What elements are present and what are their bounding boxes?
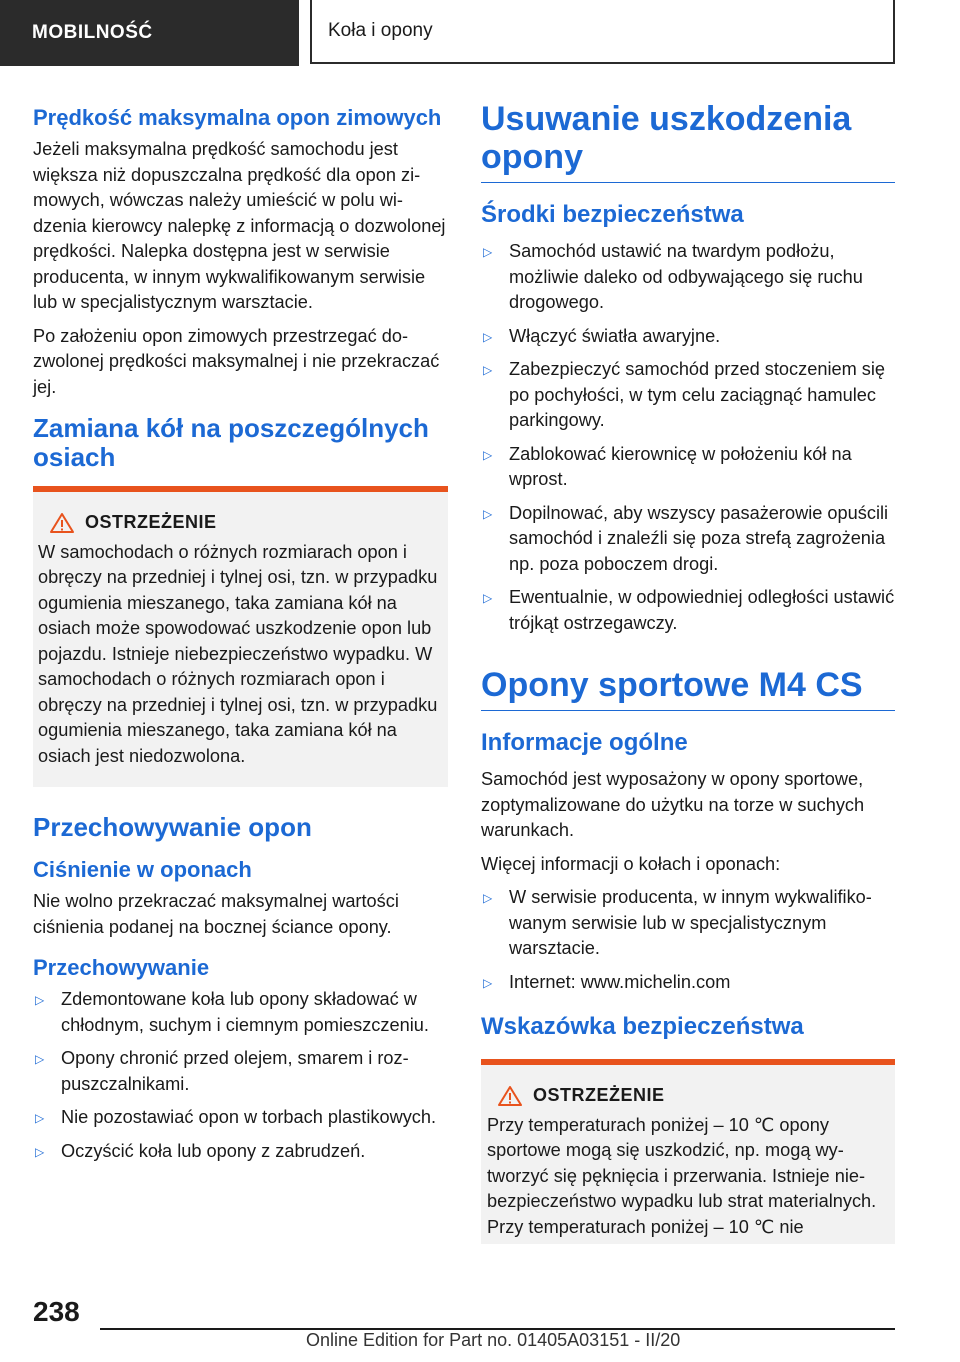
bullet-triangle-icon: ▷ [483, 245, 493, 259]
bullet-triangle-icon: ▷ [35, 1052, 45, 1066]
list-item: ▷ Oczyścić koła lub opony z zabrudzeń. [33, 1139, 448, 1165]
left-column [33, 100, 448, 1172]
bullet-triangle-icon: ▷ [35, 993, 45, 1007]
heading-tire-repair: Usuwanie uszkodzenia opony [481, 100, 895, 183]
list-item: ▷ Opony chronić przed olejem, smarem i rozpuszczalnikami. [35, 1048, 409, 1094]
paragraph-general-2: Więcej informacji o kołach i oponach: [481, 853, 781, 874]
list-item: ▷ Zabezpieczyć samochód przed stoczeniem się po pochyłości, w tym celu zaciągnąć hamulec parkingowy. [483, 359, 886, 430]
list-item: ▷ Zablokować kierownicę w położeniu kół na wprost. [483, 443, 852, 489]
storing-list [33, 987, 448, 1164]
paragraph-winter-1: Jeżeli maksymalna prędkość samochodu jest większa niż dopuszczalna prędkość dla opon zimowych, wówczas należy umieścić w polu widzenia kierowcy nalepkę z informacją o dozwolonej prędkości. Nalepka dostępna jest w serwisie producenta, w innym wykwalifikowanym serwisie lub w specjalistycznym warsztacie. [33, 139, 446, 312]
heading-safety-measures: Środki bezpieczeństwa [481, 201, 744, 228]
heading-tire-pressure: Ciśnienie w oponach [33, 857, 252, 882]
header-section-label: MOBILNOŚĆ [32, 22, 153, 43]
bullet-triangle-icon: ▷ [35, 1111, 45, 1125]
bullet-triangle-icon: ▷ [483, 975, 493, 990]
heading-wheel-swap: Zamiana kół na poszczególnych osiach [33, 413, 429, 472]
list-item: ▷ W serwisie producenta, w innym wykwalifikowanym serwisie lub w specjalistycznym warsztacie. [483, 887, 872, 958]
heading-tire-storage: Przechowywanie opon [33, 812, 312, 842]
right-column [481, 100, 895, 1244]
warning-title: OSTRZEŻENIE [533, 1085, 665, 1105]
list-item: ▷ Włączyć światła awaryjne. [481, 324, 895, 350]
page-number: 238 [33, 1296, 80, 1327]
warning-title-row [49, 510, 438, 536]
header-chapter-label: Koła i opony [328, 20, 433, 41]
warning-text: W samochodach o różnych rozmiarach opon i obręczy na przedniej i tylnej osi, tzn. w przypadku ogumienia mieszanego, taka zamiana kół na osiach może spowodować uszkodzenie opon lub pojazdu. Istnieje niebezpieczeństwo wypadku. W samochodach o różnych rozmiarach opon i obręczy na przedniej i tylnej osi, tzn. w przypadku ogumienia mieszanego, taka zamiana kół na osiach jest niedozwolona. [38, 541, 438, 766]
list-item: ▷ Dopilnować, aby wszyscy pasażerowie opuścili samochód i znaleźli się poza strefą zagrożenia np. poza poboczem drogi. [483, 502, 889, 574]
warning-box-swap [33, 492, 448, 787]
list-item: ▷ Samochód ustawić na twardym podłożu, możliwie daleko od odbywającego się ruchu drogowego. [483, 241, 863, 312]
warning-text: Przy temperaturach poniżej – 10 ℃ opony sportowe mogą się uszkodzić, np. mogą wytworzyć się pęknięcia i przerwania. Istnieje niebezpieczeństwo wypadku lub strat materialnych. Przy temperaturach poniżej – 10 ℃ nie [487, 1114, 877, 1237]
bullet-triangle-icon: ▷ [483, 329, 493, 344]
bullet-triangle-icon: ▷ [483, 506, 493, 521]
warning-title-row [497, 1083, 885, 1109]
header-section-tab [0, 0, 299, 66]
heading-sport-tires: Opony sportowe M4 CS [481, 666, 895, 711]
warning-triangle-icon [497, 1085, 523, 1107]
list-item: ▷ Internet: www.michelin.com [481, 970, 895, 996]
warning-box-temperature [481, 1065, 895, 1244]
warning-triangle-icon [49, 512, 75, 534]
bullet-triangle-icon: ▷ [483, 363, 493, 377]
general-list [481, 885, 895, 995]
heading-storing: Przechowywanie [33, 955, 210, 980]
bullet-triangle-icon: ▷ [483, 591, 493, 605]
bullet-triangle-icon: ▷ [35, 1144, 45, 1159]
list-item: ▷ Nie pozostawiać opon w torbach plastikowych. [33, 1105, 448, 1131]
heading-safety-note: Wskazówka bezpieczeństwa [481, 1013, 804, 1040]
bullet-triangle-icon: ▷ [483, 891, 493, 905]
paragraph-pressure: Nie wolno przekraczać maksymalnej wartości ciśnienia podanej na bocznej ściance opony. [33, 891, 399, 937]
heading-general-info: Informacje ogólne [481, 729, 688, 756]
paragraph-general-1: Samochód jest wyposażony w opony sportowe, zoptymalizowane do użytku na torze w suchych warunkach. [481, 769, 865, 840]
list-item: ▷ Ewentualnie, w odpowiedniej odległości ustawić trójkąt ostrzegawczy. [483, 587, 895, 633]
heading-winter-speed: Prędkość maksymalna opon zimowych [33, 105, 442, 130]
warning-title: OSTRZEŻENIE [85, 512, 217, 532]
list-item: ▷ Zdemontowane koła lub opony składować w chłodnym, suchym i ciemnym pomieszczeniu. [35, 989, 429, 1035]
footer-edition: Online Edition for Part no. 01405A03151 - II/20 [306, 1330, 681, 1350]
safety-list [481, 239, 895, 636]
header-chapter-box [310, 0, 895, 64]
paragraph-winter-2: Po założeniu opon zimowych przestrzegać dozwolonej prędkości maksymalnej i nie przekraczać jej. [33, 325, 440, 397]
bullet-triangle-icon: ▷ [483, 447, 493, 462]
